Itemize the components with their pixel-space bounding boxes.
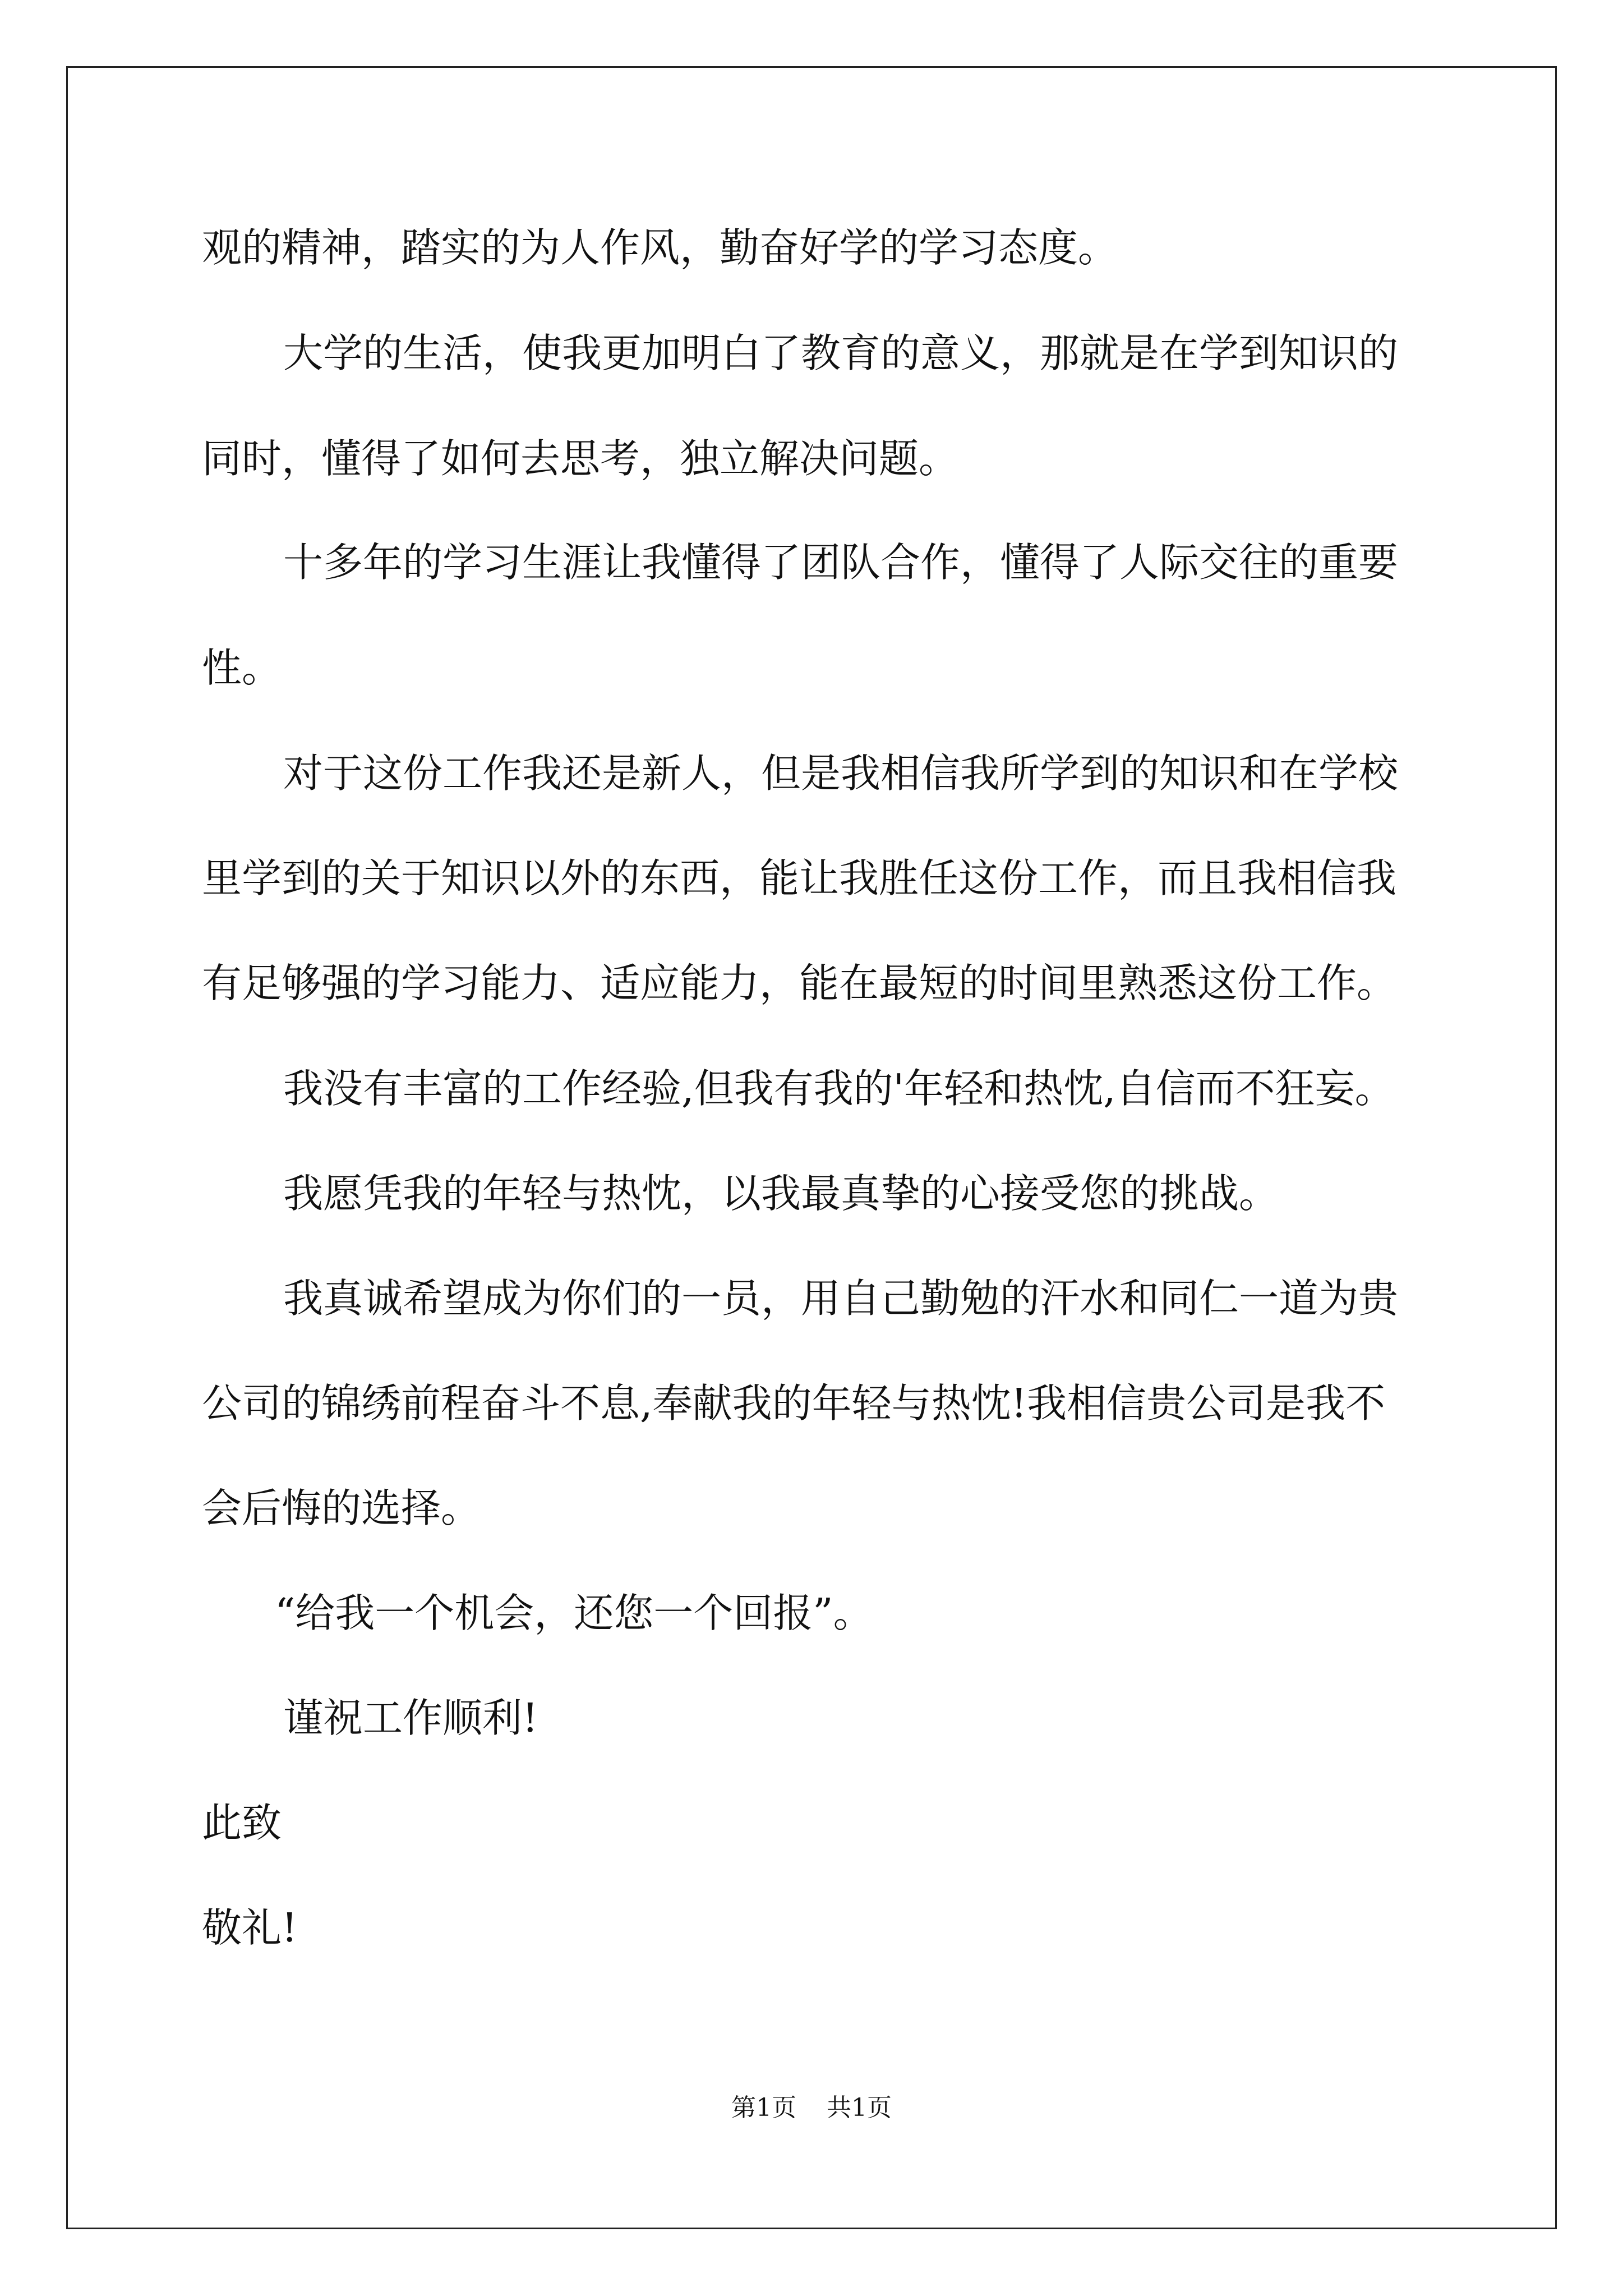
text-line-3: 同时，懂得了如何去思考，独立解决问题。 [202, 435, 959, 482]
text-line-5: 性。 [202, 645, 282, 691]
text-line-11: 我真诚希望成为你们的一员，用自己勤勉的汗水和同仁一道为贵 [283, 1275, 1399, 1322]
text-line-8: 有足够强的学习能力、适应能力，能在最短的时间里熟悉这份工作。 [202, 960, 1397, 1006]
page-footer [0, 2091, 1623, 2125]
text-line-1: 观的精神，踏实的为人作风，勤奋好学的学习态度。 [202, 224, 1118, 271]
page-number-total: 共1页 [827, 2093, 892, 2122]
text-line-17: 敬礼! [202, 1904, 298, 1951]
text-line-14: “给我一个机会，还您一个回报”。 [275, 1590, 873, 1636]
text-line-4: 十多年的学习生涯让我懂得了团队合作，懂得了人际交往的重要 [283, 539, 1399, 586]
text-line-9: 我没有丰富的工作经验,但我有我的'年轻和热忱,自信而不狂妄。 [283, 1065, 1395, 1112]
text-line-6: 对于这份工作我还是新人，但是我相信我所学到的知识和在学校 [283, 750, 1399, 797]
text-line-16: 此致 [202, 1800, 282, 1846]
text-line-12: 公司的锦绣前程奋斗不息,奉献我的年轻与热忱!我相信贵公司是我不 [202, 1380, 1386, 1427]
text-line-15: 谨祝工作顺利! [283, 1695, 538, 1741]
text-line-2: 大学的生活，使我更加明白了教育的意义，那就是在学到知识的 [283, 330, 1399, 376]
text-line-13: 会后悔的选择。 [202, 1485, 481, 1531]
text-line-10: 我愿凭我的年轻与热忱，以我最真挚的心接受您的挑战。 [283, 1170, 1279, 1217]
page-number-current: 第1页 [731, 2093, 796, 2122]
text-line-7: 里学到的关于知识以外的东西，能让我胜任这份工作，而且我相信我 [202, 855, 1397, 901]
